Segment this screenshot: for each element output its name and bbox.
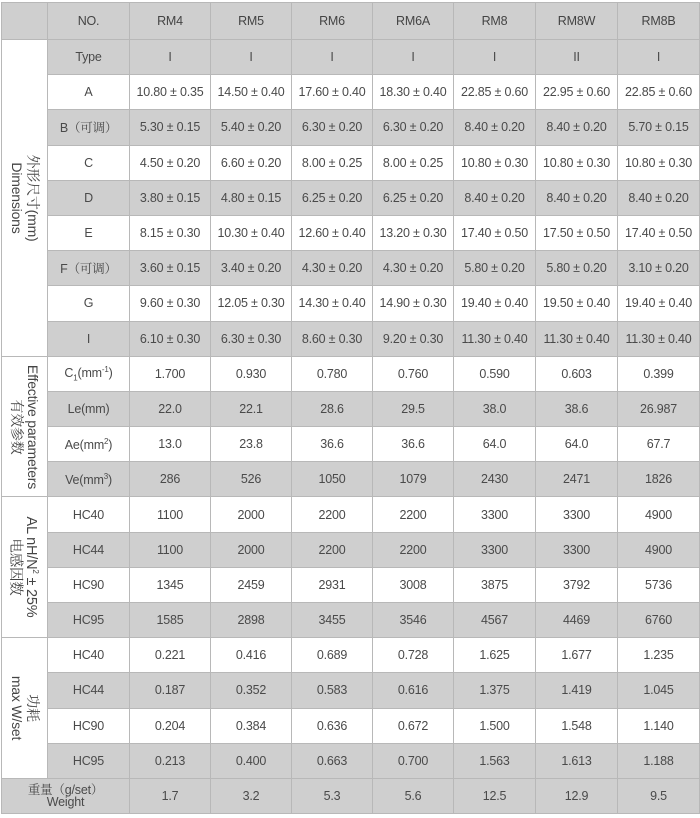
value-cell: 9.20 ± 0.30 [373,321,454,356]
value-cell: 0.636 [292,708,373,743]
power-group-text [9,676,41,740]
table-row [2,286,700,321]
value-cell: 10.30 ± 0.40 [211,215,292,250]
row-label: I [48,321,130,356]
value-cell: 5.80 ± 0.20 [536,251,618,286]
weight-value-cell: 9.5 [618,778,700,813]
row-label [48,391,130,426]
table-row [2,321,700,356]
value-cell: 526 [211,462,292,497]
value-cell: 1.419 [536,673,618,708]
value-cell: 0.700 [373,743,454,778]
value-cell: 1585 [130,603,211,638]
param-symbol: Le(mm) [67,401,110,416]
model-header: RM4 [130,3,211,40]
param-close: ) [107,472,112,487]
table-row [2,462,700,497]
value-cell: 3.10 ± 0.20 [618,251,700,286]
value-cell: 1.140 [618,708,700,743]
value-cell: 3300 [454,497,536,532]
value-cell: 0.689 [292,638,373,673]
inductance-en-label: AL $nH/N^2 \pm 25\%$ [22,516,40,618]
effective-group-text [9,364,41,488]
value-cell: 4567 [454,603,536,638]
row-label: F（可调） [48,251,130,286]
row-label: E [48,215,130,250]
value-cell: 17.50 ± 0.50 [536,215,618,250]
param-symbol: Ve(mm [65,472,104,487]
model-header: RM6A [373,3,454,40]
row-label: HC44 [48,673,130,708]
power-en-label: max W/set [8,675,25,741]
value-cell: 2200 [292,532,373,567]
weight-value-cell: 3.2 [211,778,292,813]
value-cell: 1.235 [618,638,700,673]
row-label: D [48,180,130,215]
value-cell: 0.400 [211,743,292,778]
param-superscript: 3 [103,471,108,481]
table-row [2,40,700,75]
model-header: RM8 [454,3,536,40]
value-cell: 12.60 ± 0.40 [292,215,373,250]
effective-group [2,356,48,497]
inductance-group [2,497,48,638]
value-cell: 5.40 ± 0.20 [211,110,292,145]
value-cell: I [618,40,700,75]
value-cell: I [211,40,292,75]
value-cell: II [536,40,618,75]
value-cell: 2200 [373,532,454,567]
value-cell: 14.50 ± 0.40 [211,75,292,110]
row-label: HC90 [48,708,130,743]
value-cell: 11.30 ± 0.40 [618,321,700,356]
value-cell: 8.40 ± 0.20 [536,180,618,215]
value-cell: 4469 [536,603,618,638]
power-cn-label: 功耗 [24,694,41,722]
value-cell: 17.60 ± 0.40 [292,75,373,110]
value-cell: 1345 [130,567,211,602]
value-cell: 0.583 [292,673,373,708]
value-cell: 0.352 [211,673,292,708]
value-cell: 2931 [292,567,373,602]
param-close: ) [108,437,113,452]
value-cell: 13.20 ± 0.30 [373,215,454,250]
value-cell: 3792 [536,567,618,602]
value-cell: 0.204 [130,708,211,743]
row-label: G [48,286,130,321]
value-cell: 0.399 [618,356,700,391]
value-cell: 8.40 ± 0.20 [536,110,618,145]
row-label: B（可调） [48,110,130,145]
inductance-group-text [7,517,43,618]
header-corner [2,3,48,40]
inductance-cn-label: 电感因数 [6,538,23,596]
value-cell: 6.10 ± 0.30 [130,321,211,356]
value-cell: 8.60 ± 0.30 [292,321,373,356]
model-header: RM5 [211,3,292,40]
table-row [2,673,700,708]
value-cell: 5.70 ± 0.15 [618,110,700,145]
value-cell: 22.0 [130,391,211,426]
table-row [2,75,700,110]
value-cell: 3455 [292,603,373,638]
value-cell: 1826 [618,462,700,497]
value-cell: 6.30 ± 0.30 [211,321,292,356]
value-cell: 1.613 [536,743,618,778]
value-cell: 6.30 ± 0.20 [373,110,454,145]
value-cell: 5736 [618,567,700,602]
value-cell: 14.90 ± 0.30 [373,286,454,321]
value-cell: 8.00 ± 0.25 [292,145,373,180]
effective-en-label: Effective parameters [24,364,41,489]
value-cell: 36.6 [373,427,454,462]
weight-value-cell: 1.7 [130,778,211,813]
value-cell: 3.40 ± 0.20 [211,251,292,286]
table-row [2,180,700,215]
value-cell: I [373,40,454,75]
value-cell: 0.663 [292,743,373,778]
value-cell: 0.187 [130,673,211,708]
value-cell: 4.50 ± 0.20 [130,145,211,180]
value-cell: I [130,40,211,75]
value-cell: I [292,40,373,75]
value-cell: 1050 [292,462,373,497]
value-cell: 18.30 ± 0.40 [373,75,454,110]
power-group [2,638,48,779]
value-cell: 3.60 ± 0.15 [130,251,211,286]
value-cell: 6.25 ± 0.20 [292,180,373,215]
value-cell: 0.603 [536,356,618,391]
dimensions-group-text [9,154,41,241]
value-cell: 28.6 [292,391,373,426]
value-cell: 9.60 ± 0.30 [130,286,211,321]
value-cell: 3875 [454,567,536,602]
table-row [2,497,700,532]
param-symbol: C [64,366,74,381]
dimensions-en-label: Dimensions [8,162,25,234]
value-cell: 19.40 ± 0.40 [618,286,700,321]
value-cell: 2459 [211,567,292,602]
table-row [2,215,700,250]
value-cell: 6.60 ± 0.20 [211,145,292,180]
value-cell: 8.00 ± 0.25 [373,145,454,180]
weight-en-label: Weight [46,794,85,809]
value-cell: 1100 [130,532,211,567]
value-cell: 2000 [211,497,292,532]
dimensions-cn-label: 外形尺寸(mm) [24,154,41,242]
param-superscript: -1 [101,364,109,374]
value-cell: 3546 [373,603,454,638]
table-row [2,567,700,602]
value-cell: 2000 [211,532,292,567]
row-label [48,356,130,391]
table-row [2,145,700,180]
value-cell: 0.416 [211,638,292,673]
value-cell: 1.045 [618,673,700,708]
value-cell: 4900 [618,497,700,532]
weight-value-cell: 12.9 [536,778,618,813]
param-superscript: 2 [104,436,109,446]
row-label [48,462,130,497]
row-label: HC40 [48,638,130,673]
value-cell: 4.30 ± 0.20 [292,251,373,286]
value-cell: 1.188 [618,743,700,778]
weight-cn-label: 重量（g/set） [27,782,104,797]
value-cell: 5.30 ± 0.15 [130,110,211,145]
param-unit: (mm [77,366,102,381]
row-label: HC44 [48,532,130,567]
weight-value-cell: 5.3 [292,778,373,813]
param-symbol: Ae(mm [64,437,105,452]
value-cell: 3.80 ± 0.15 [130,180,211,215]
row-label: HC95 [48,743,130,778]
value-cell: 286 [130,462,211,497]
value-cell: 29.5 [373,391,454,426]
table-row [2,251,700,286]
value-cell: 26.987 [618,391,700,426]
value-cell: 19.40 ± 0.40 [454,286,536,321]
effective-cn-label: 有效参数 [8,398,25,455]
table-row [2,110,700,145]
value-cell: 1079 [373,462,454,497]
value-cell: 1.625 [454,638,536,673]
weight-row [2,778,700,813]
value-cell: 17.40 ± 0.50 [618,215,700,250]
value-cell: 5.80 ± 0.20 [454,251,536,286]
value-cell: 22.1 [211,391,292,426]
value-cell: 1.563 [454,743,536,778]
model-header: RM8B [618,3,700,40]
value-cell: 67.7 [618,427,700,462]
value-cell: 2898 [211,603,292,638]
value-cell: 12.05 ± 0.30 [211,286,292,321]
dimensions-group [2,40,48,357]
value-cell: 10.80 ± 0.30 [536,145,618,180]
value-cell: 0.672 [373,708,454,743]
value-cell: 3300 [536,497,618,532]
value-cell: 1.500 [454,708,536,743]
value-cell: 22.95 ± 0.60 [536,75,618,110]
value-cell: 8.40 ± 0.20 [454,180,536,215]
value-cell: 11.30 ± 0.40 [454,321,536,356]
value-cell: 14.30 ± 0.40 [292,286,373,321]
value-cell: 10.80 ± 0.35 [130,75,211,110]
table-row [2,532,700,567]
value-cell: 0.780 [292,356,373,391]
value-cell: 4.80 ± 0.15 [211,180,292,215]
header-no-label: NO. [48,3,130,40]
value-cell: 1100 [130,497,211,532]
value-cell: 38.0 [454,391,536,426]
value-cell: 17.40 ± 0.50 [454,215,536,250]
value-cell: 1.548 [536,708,618,743]
value-cell: 8.15 ± 0.30 [130,215,211,250]
value-cell: 0.728 [373,638,454,673]
param-close: ) [108,366,113,381]
table-row [2,638,700,673]
value-cell: 2200 [373,497,454,532]
model-header: RM6 [292,3,373,40]
row-label: Type [48,40,130,75]
weight-value-cell: 12.5 [454,778,536,813]
value-cell: 6.30 ± 0.20 [292,110,373,145]
value-cell: 8.40 ± 0.20 [454,110,536,145]
row-label: HC95 [48,603,130,638]
value-cell: 0.616 [373,673,454,708]
value-cell: 6760 [618,603,700,638]
value-cell: 3300 [454,532,536,567]
row-label: HC90 [48,567,130,602]
value-cell: 1.677 [536,638,618,673]
value-cell: 3300 [536,532,618,567]
param-subscript: 1 [73,373,78,383]
value-cell: 10.80 ± 0.30 [454,145,536,180]
header-row [2,3,700,40]
value-cell: 1.700 [130,356,211,391]
row-label: A [48,75,130,110]
row-label: HC40 [48,497,130,532]
rm-core-spec-table [1,2,700,814]
table-row [2,427,700,462]
table-row [2,391,700,426]
value-cell: 0.760 [373,356,454,391]
value-cell: 3008 [373,567,454,602]
value-cell: 11.30 ± 0.40 [536,321,618,356]
value-cell: 2430 [454,462,536,497]
value-cell: 2471 [536,462,618,497]
value-cell: 19.50 ± 0.40 [536,286,618,321]
value-cell: 36.6 [292,427,373,462]
value-cell: 2200 [292,497,373,532]
value-cell: 64.0 [454,427,536,462]
table-row [2,356,700,391]
value-cell: I [454,40,536,75]
value-cell: 0.384 [211,708,292,743]
value-cell: 0.590 [454,356,536,391]
table-row [2,708,700,743]
value-cell: 22.85 ± 0.60 [454,75,536,110]
value-cell: 0.930 [211,356,292,391]
value-cell: 4900 [618,532,700,567]
value-cell: 38.6 [536,391,618,426]
value-cell: 23.8 [211,427,292,462]
table-row [2,603,700,638]
value-cell: 1.375 [454,673,536,708]
row-label [48,427,130,462]
value-cell: 0.213 [130,743,211,778]
value-cell: 22.85 ± 0.60 [618,75,700,110]
row-label: C [48,145,130,180]
value-cell: 0.221 [130,638,211,673]
value-cell: 6.25 ± 0.20 [373,180,454,215]
table-row [2,743,700,778]
model-header: RM8W [536,3,618,40]
value-cell: 13.0 [130,427,211,462]
value-cell: 10.80 ± 0.30 [618,145,700,180]
weight-value-cell: 5.6 [373,778,454,813]
weight-label [2,778,130,813]
value-cell: 8.40 ± 0.20 [618,180,700,215]
value-cell: 64.0 [536,427,618,462]
value-cell: 4.30 ± 0.20 [373,251,454,286]
